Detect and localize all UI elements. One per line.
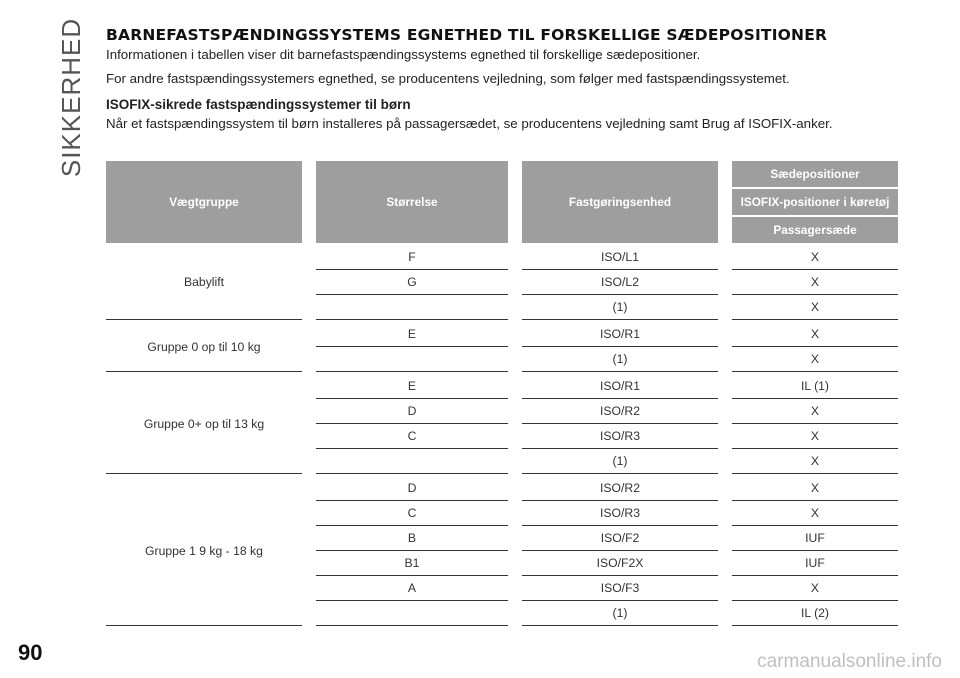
table-row xyxy=(106,243,898,270)
section-subtitle: ISOFIX-sikrede fastspændingssystemer til børn xyxy=(106,97,411,112)
cell-passenger-seat: X xyxy=(732,320,898,347)
cell-passenger-seat: X xyxy=(732,576,898,601)
cell-size: D xyxy=(316,399,508,424)
cell-fixture: ISO/R2 xyxy=(522,399,718,424)
cell-size: E xyxy=(316,320,508,347)
cell-size: E xyxy=(316,372,508,399)
header-weight-group: Vægtgruppe xyxy=(106,161,302,243)
intro-paragraph: Informationen i tabellen viser dit barnefastspændingssystems egnethed til forskellige sædepositioner. xyxy=(106,47,701,62)
cell-passenger-seat: X xyxy=(732,474,898,501)
page-title: BARNEFASTSPÆNDINGSSYSTEMS EGNETHED TIL FORSKELLIGE SÆDEPOSITIONER xyxy=(106,26,828,44)
isofix-suitability-table xyxy=(106,161,898,626)
section-side-tab xyxy=(52,17,92,177)
cell-weight-group: Gruppe 1 9 kg - 18 kg xyxy=(106,474,302,626)
footer-watermark: carmanualsonline.info xyxy=(757,651,942,672)
cell-fixture: ISO/L1 xyxy=(522,243,718,270)
table-row xyxy=(106,474,898,501)
cell-fixture: (1) xyxy=(522,601,718,626)
cell-size: C xyxy=(316,501,508,526)
table-row xyxy=(106,372,898,399)
cell-fixture: (1) xyxy=(522,449,718,474)
cell-fixture: ISO/R3 xyxy=(522,501,718,526)
cell-size: B1 xyxy=(316,551,508,576)
intro-paragraph-2: For andre fastspændingssystemers egnethed, se producentens vejledning, som følger med fastspændingssystemet. xyxy=(106,71,790,86)
cell-fixture: ISO/F2X xyxy=(522,551,718,576)
cell-passenger-seat: IUF xyxy=(732,526,898,551)
cell-passenger-seat: X xyxy=(732,424,898,449)
cell-fixture: ISO/L2 xyxy=(522,270,718,295)
cell-passenger-seat: X xyxy=(732,295,898,320)
cell-passenger-seat: IL (2) xyxy=(732,601,898,626)
table-row xyxy=(106,320,898,347)
cell-size xyxy=(316,347,508,372)
header-size: Størrelse xyxy=(316,161,508,243)
cell-fixture: ISO/R1 xyxy=(522,372,718,399)
header-fixture: Fastgøringsenhed xyxy=(522,161,718,243)
section-side-tab-label: SIKKERHED xyxy=(56,17,87,177)
cell-fixture: ISO/R2 xyxy=(522,474,718,501)
cell-passenger-seat: X xyxy=(732,501,898,526)
header-isofix-positions: ISOFIX-positioner i køretøj xyxy=(732,188,898,216)
cell-passenger-seat: IL (1) xyxy=(732,372,898,399)
cell-fixture: (1) xyxy=(522,295,718,320)
page-number: 90 xyxy=(18,640,43,665)
cell-fixture: ISO/F2 xyxy=(522,526,718,551)
cell-size: D xyxy=(316,474,508,501)
cell-passenger-seat: X xyxy=(732,399,898,424)
cell-size: B xyxy=(316,526,508,551)
cell-size: G xyxy=(316,270,508,295)
header-seat-positions: Sædepositioner xyxy=(732,161,898,188)
cell-fixture: ISO/R3 xyxy=(522,424,718,449)
cell-size: F xyxy=(316,243,508,270)
cell-size xyxy=(316,601,508,626)
cell-size xyxy=(316,449,508,474)
cell-weight-group: Babylift xyxy=(106,243,302,320)
cell-weight-group: Gruppe 0 op til 10 kg xyxy=(106,320,302,372)
page-content xyxy=(106,26,898,620)
cell-fixture: ISO/R1 xyxy=(522,320,718,347)
cell-passenger-seat: IUF xyxy=(732,551,898,576)
intro-paragraph-3: Når et fastspændingssystem til børn installeres på passagersædet, se producentens vejledning samt Brug af ISOFIX-anker. xyxy=(106,116,833,131)
cell-passenger-seat: X xyxy=(732,270,898,295)
cell-size: A xyxy=(316,576,508,601)
cell-weight-group: Gruppe 0+ op til 13 kg xyxy=(106,372,302,474)
table-body xyxy=(106,243,898,626)
cell-passenger-seat: X xyxy=(732,449,898,474)
header-passenger-seat: Passagersæde xyxy=(732,216,898,243)
cell-size: C xyxy=(316,424,508,449)
cell-fixture: (1) xyxy=(522,347,718,372)
cell-fixture: ISO/F3 xyxy=(522,576,718,601)
cell-size xyxy=(316,295,508,320)
cell-passenger-seat: X xyxy=(732,243,898,270)
cell-passenger-seat: X xyxy=(732,347,898,372)
